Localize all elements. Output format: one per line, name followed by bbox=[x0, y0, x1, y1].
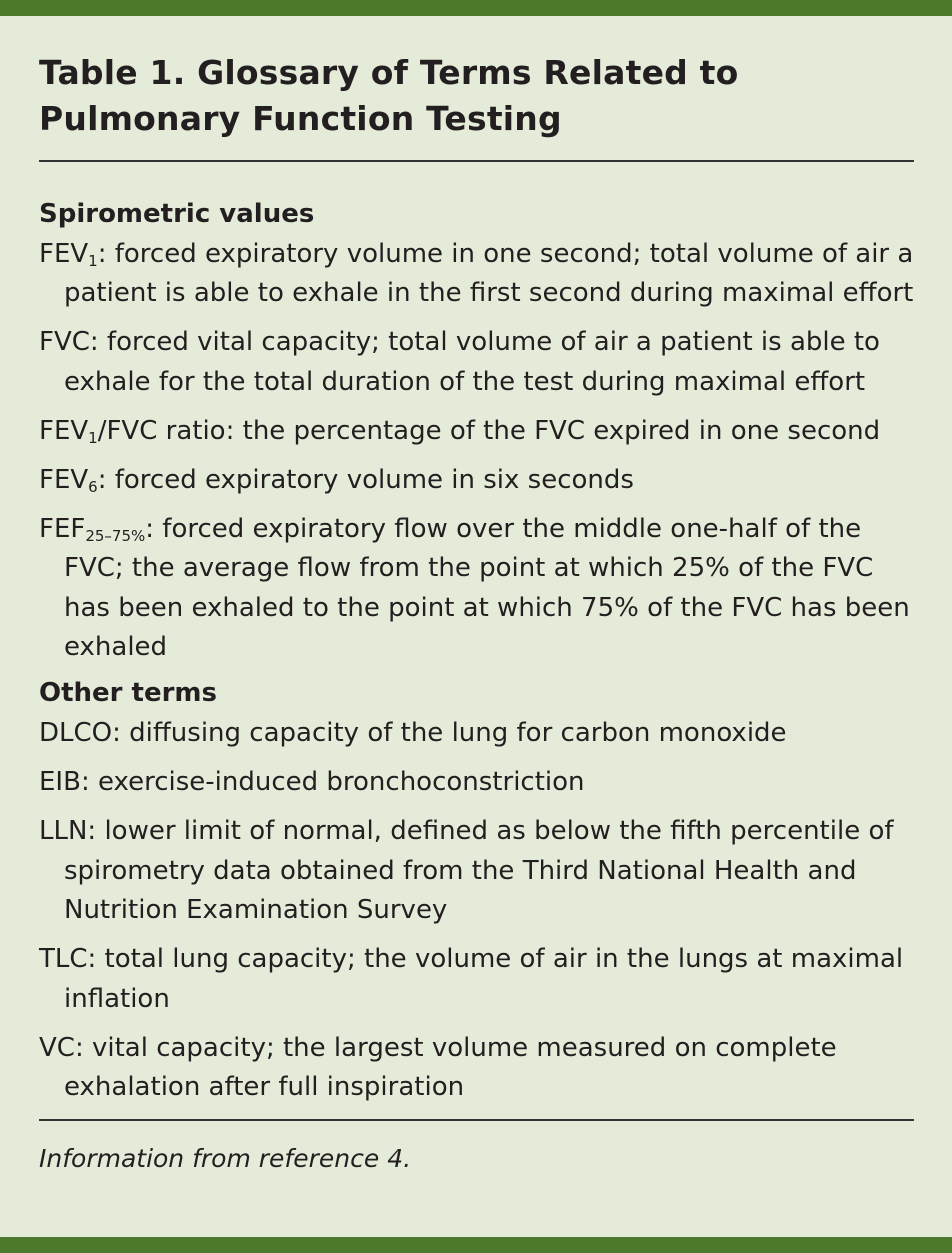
entry-term: EIB bbox=[39, 767, 81, 798]
entry-term: TLC bbox=[39, 944, 88, 975]
entry-term: VC bbox=[39, 1032, 75, 1063]
table-content bbox=[39, 50, 914, 1202]
entry-definition: : vital capacity; the largest volume measured on complete exhalation after full inspiration bbox=[64, 1032, 837, 1103]
entry-definition: : forced vital capacity; total volume of air a patient is able to exhale for the total duration of the test during maximal effort bbox=[64, 327, 880, 397]
entry-term: FEF bbox=[39, 513, 86, 544]
entry-term: DLCO bbox=[39, 718, 113, 749]
entry-definition: : diffusing capacity of the lung for carbon monoxide bbox=[112, 718, 787, 749]
section-heading-other-terms: Other terms bbox=[39, 678, 218, 709]
entry-definition: : forced expiratory volume in one second; total volume of air a patient is able to exhale in the first second during maximal effort bbox=[64, 239, 914, 309]
entry-term-subscript: 25–75% bbox=[85, 526, 146, 545]
entry-term-subscript: 1 bbox=[88, 252, 98, 270]
source-note: Information from reference 4. bbox=[39, 1144, 412, 1174]
entry-term: FEV bbox=[39, 464, 89, 495]
bottom-accent-bar bbox=[0, 1237, 952, 1253]
spirometric-values-list bbox=[39, 235, 914, 667]
table-title: Table 1. Glossary of Terms Related to Pulmonary Function Testing bbox=[39, 53, 739, 138]
glossary-entry-fev1-fvc-ratio bbox=[39, 412, 914, 451]
glossary-entry-fef25-75 bbox=[39, 510, 914, 668]
glossary-entry-eib bbox=[39, 763, 914, 802]
glossary-entry-lln bbox=[39, 812, 914, 930]
entry-definition: : lower limit of normal, defined as below the fifth percentile of spirometry data obtained from the Third National Health and Nutrition Examination Survey bbox=[64, 816, 894, 926]
entry-term: FEV bbox=[39, 239, 89, 269]
entry-definition: : forced expiratory flow over the middle one-half of the FVC; the average flow from the point at which 25% of the FVC has been exhaled to the point at which 75% of the FVC has been exhaled bbox=[64, 513, 910, 663]
footer-divider bbox=[39, 1119, 914, 1121]
entry-definition: : the percentage of the FVC expired in one second bbox=[225, 415, 881, 446]
title-divider bbox=[39, 160, 914, 162]
other-terms-list bbox=[39, 714, 914, 1107]
glossary-entry-fev6 bbox=[39, 461, 914, 500]
glossary-entry-fvc bbox=[39, 323, 914, 402]
entry-term-suffix: /FVC ratio bbox=[97, 415, 226, 446]
top-accent-bar bbox=[0, 0, 952, 16]
entry-definition: : exercise-induced bronchoconstriction bbox=[80, 767, 585, 798]
glossary-entry-dlco bbox=[39, 714, 914, 753]
glossary-entry-fev1 bbox=[39, 235, 914, 314]
entry-definition: : forced expiratory volume in six seconds bbox=[97, 464, 634, 495]
entry-term: LLN bbox=[39, 816, 88, 847]
entry-term-subscript: 6 bbox=[88, 477, 98, 496]
section-heading-spirometric-values: Spirometric values bbox=[39, 199, 315, 229]
entry-term-subscript: 1 bbox=[88, 428, 98, 447]
glossary-entry-tlc bbox=[39, 940, 914, 1019]
entry-term: FEV bbox=[39, 415, 89, 446]
entry-term: FVC bbox=[39, 327, 90, 358]
entry-definition: : total lung capacity; the volume of air in the lungs at maximal inflation bbox=[64, 944, 904, 1014]
glossary-entry-vc bbox=[39, 1029, 914, 1108]
